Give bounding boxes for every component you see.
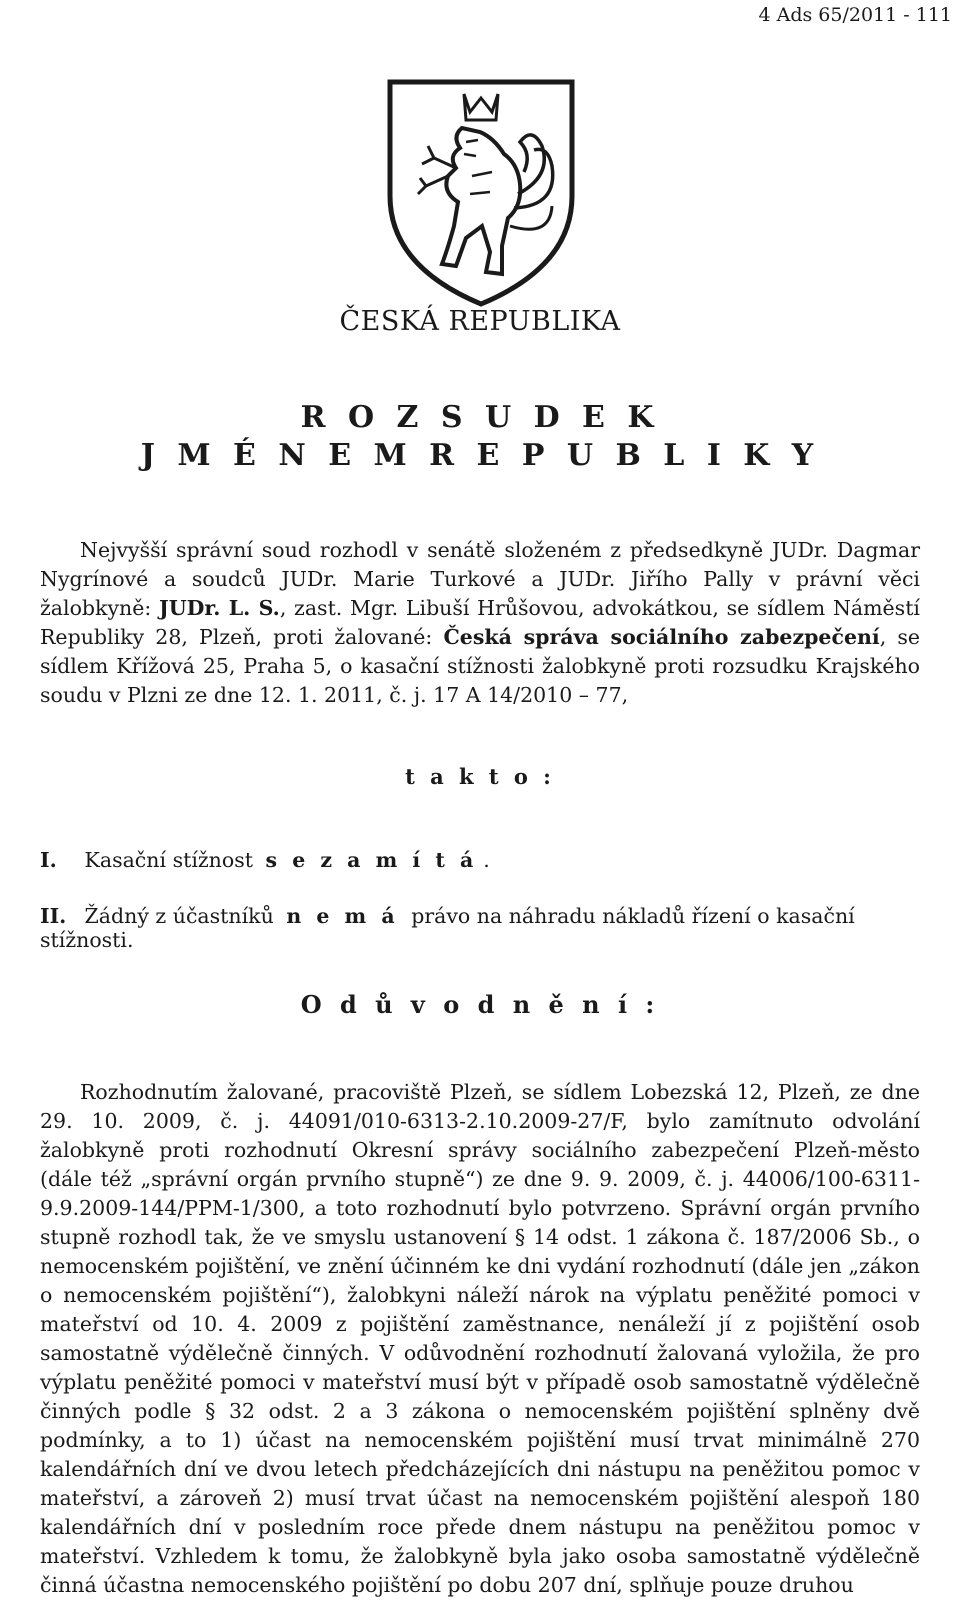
- reasoning-text: Rozhodnutím žalované, pracoviště Plzeň, se sídlem Lobezská 12, Plzeň, ze dne 29. 10. 2009, č. j. 44091/010-6313-2.10.2009-27/F, bylo zamítnuto odvolání žalobkyně proti rozhodnutí Okresní správy sociálního zabezpečení Plzeň-město (dále též „správní orgán prvního stupně“) ze dne 9. 9. 2009, č. j. 44006/100-6311-9.9.2009-144/PPM-1/300, a toto rozhodnutí bylo potvrzeno. Správní orgán prvního stupně rozhodl tak, že ve smyslu ustanovení § 14 odst. 1 zákona č. 187/2006 Sb., o nemocenském pojištění, ve znění účinném ke dni vydání rozhodnutí (dále jen „zákon o nemocenském pojištění“), žalobkyni náleží nárok na výplatu peněžité pomoci v mateřství od 10. 4. 2009 z pojištění zaměstnance, nenáleží jí z pojištění osob samostatně výdělečně činných. V odůvodnění rozhodnutí žalovaná vyložila, že pro výplatu peněžité pomoci v mateřství musí být v případě osob samostatně výdělečně činných podle § 32 odst. 2 a 3 zákona o nemocenském pojištění splněny dvě podmínky, a to 1) účast na nemocenském pojištění musí trvat minimálně 270 kalendářních dní ve dvou letech předcházejících dni nástupu na peněžitou pomoc v mateřství, a zároveň 2) musí trvat účast na nemocenském pojištění alespoň 180 kalendářních dní v posledním roce přede dnem nástupu na peněžitou pomoc v mateřství. Vzhledem k tomu, že žalobkyně byla jako osoba samostatně výdělečně činná účastna nemocenského pojištění po dobu 207 dní, splňuje pouze druhou: [40, 1080, 920, 1597]
- plaintiff-name: JUDr. L. S.: [159, 596, 280, 620]
- verdict-item-text: Kasační stížnost: [84, 848, 253, 872]
- reasoning-paragraph: [40, 1078, 920, 1600]
- verdict-heading: t a k t o :: [405, 764, 555, 789]
- intro-text-3: , se sídlem Křížová 25, Praha 5, o kasační stížnosti žalobkyně proti rozsudku Krajského soudu v Plzni ze dne 12. 1. 2011, č. j. 17 A 14/2010 – 77,: [40, 625, 921, 707]
- verdict-item-text-after: .: [483, 848, 490, 872]
- verdict-item-text: Žádný z účastníků: [84, 904, 274, 928]
- document-title: R O Z S U D E K: [300, 400, 660, 435]
- verdict-item-number: I.: [40, 848, 57, 872]
- defendant-name: Česká správa sociálního zabezpečení: [443, 625, 880, 649]
- verdict-item-emphasis: n e m á: [286, 904, 399, 928]
- verdict-item-emphasis: s e z a m í t á: [265, 848, 478, 872]
- verdict-item-text-after: právo na náhradu nákladů řízení o kasační stížnosti.: [40, 904, 855, 952]
- verdict-item: [40, 904, 920, 952]
- country-name: ČESKÁ REPUBLIKA: [339, 306, 621, 337]
- verdict-item: [40, 848, 920, 872]
- reasoning-heading: O d ů v o d n ě n í :: [300, 990, 660, 1019]
- czech-coat-of-arms-lion-icon: [382, 76, 580, 308]
- case-number: 4 Ads 65/2011 - 111: [758, 4, 952, 26]
- document-subtitle: J M É N E M R E P U B L I K Y: [140, 438, 820, 473]
- intro-paragraph: [40, 536, 920, 710]
- intro-text-2: , zast. Mgr. Libuší Hrůšovou, advokátkou, se sídlem Náměstí Republiky 28, Plzeň, proti žalované:: [40, 596, 920, 649]
- intro-text-1: Nejvyšší správní soud rozhodl v senátě složeném z předsedkyně JUDr. Dagmar Nygrínové a soudců JUDr. Marie Turkové a JUDr. Jiřího Pally v právní věci žalobkyně:: [40, 538, 920, 620]
- verdict-item-number: II.: [40, 904, 67, 928]
